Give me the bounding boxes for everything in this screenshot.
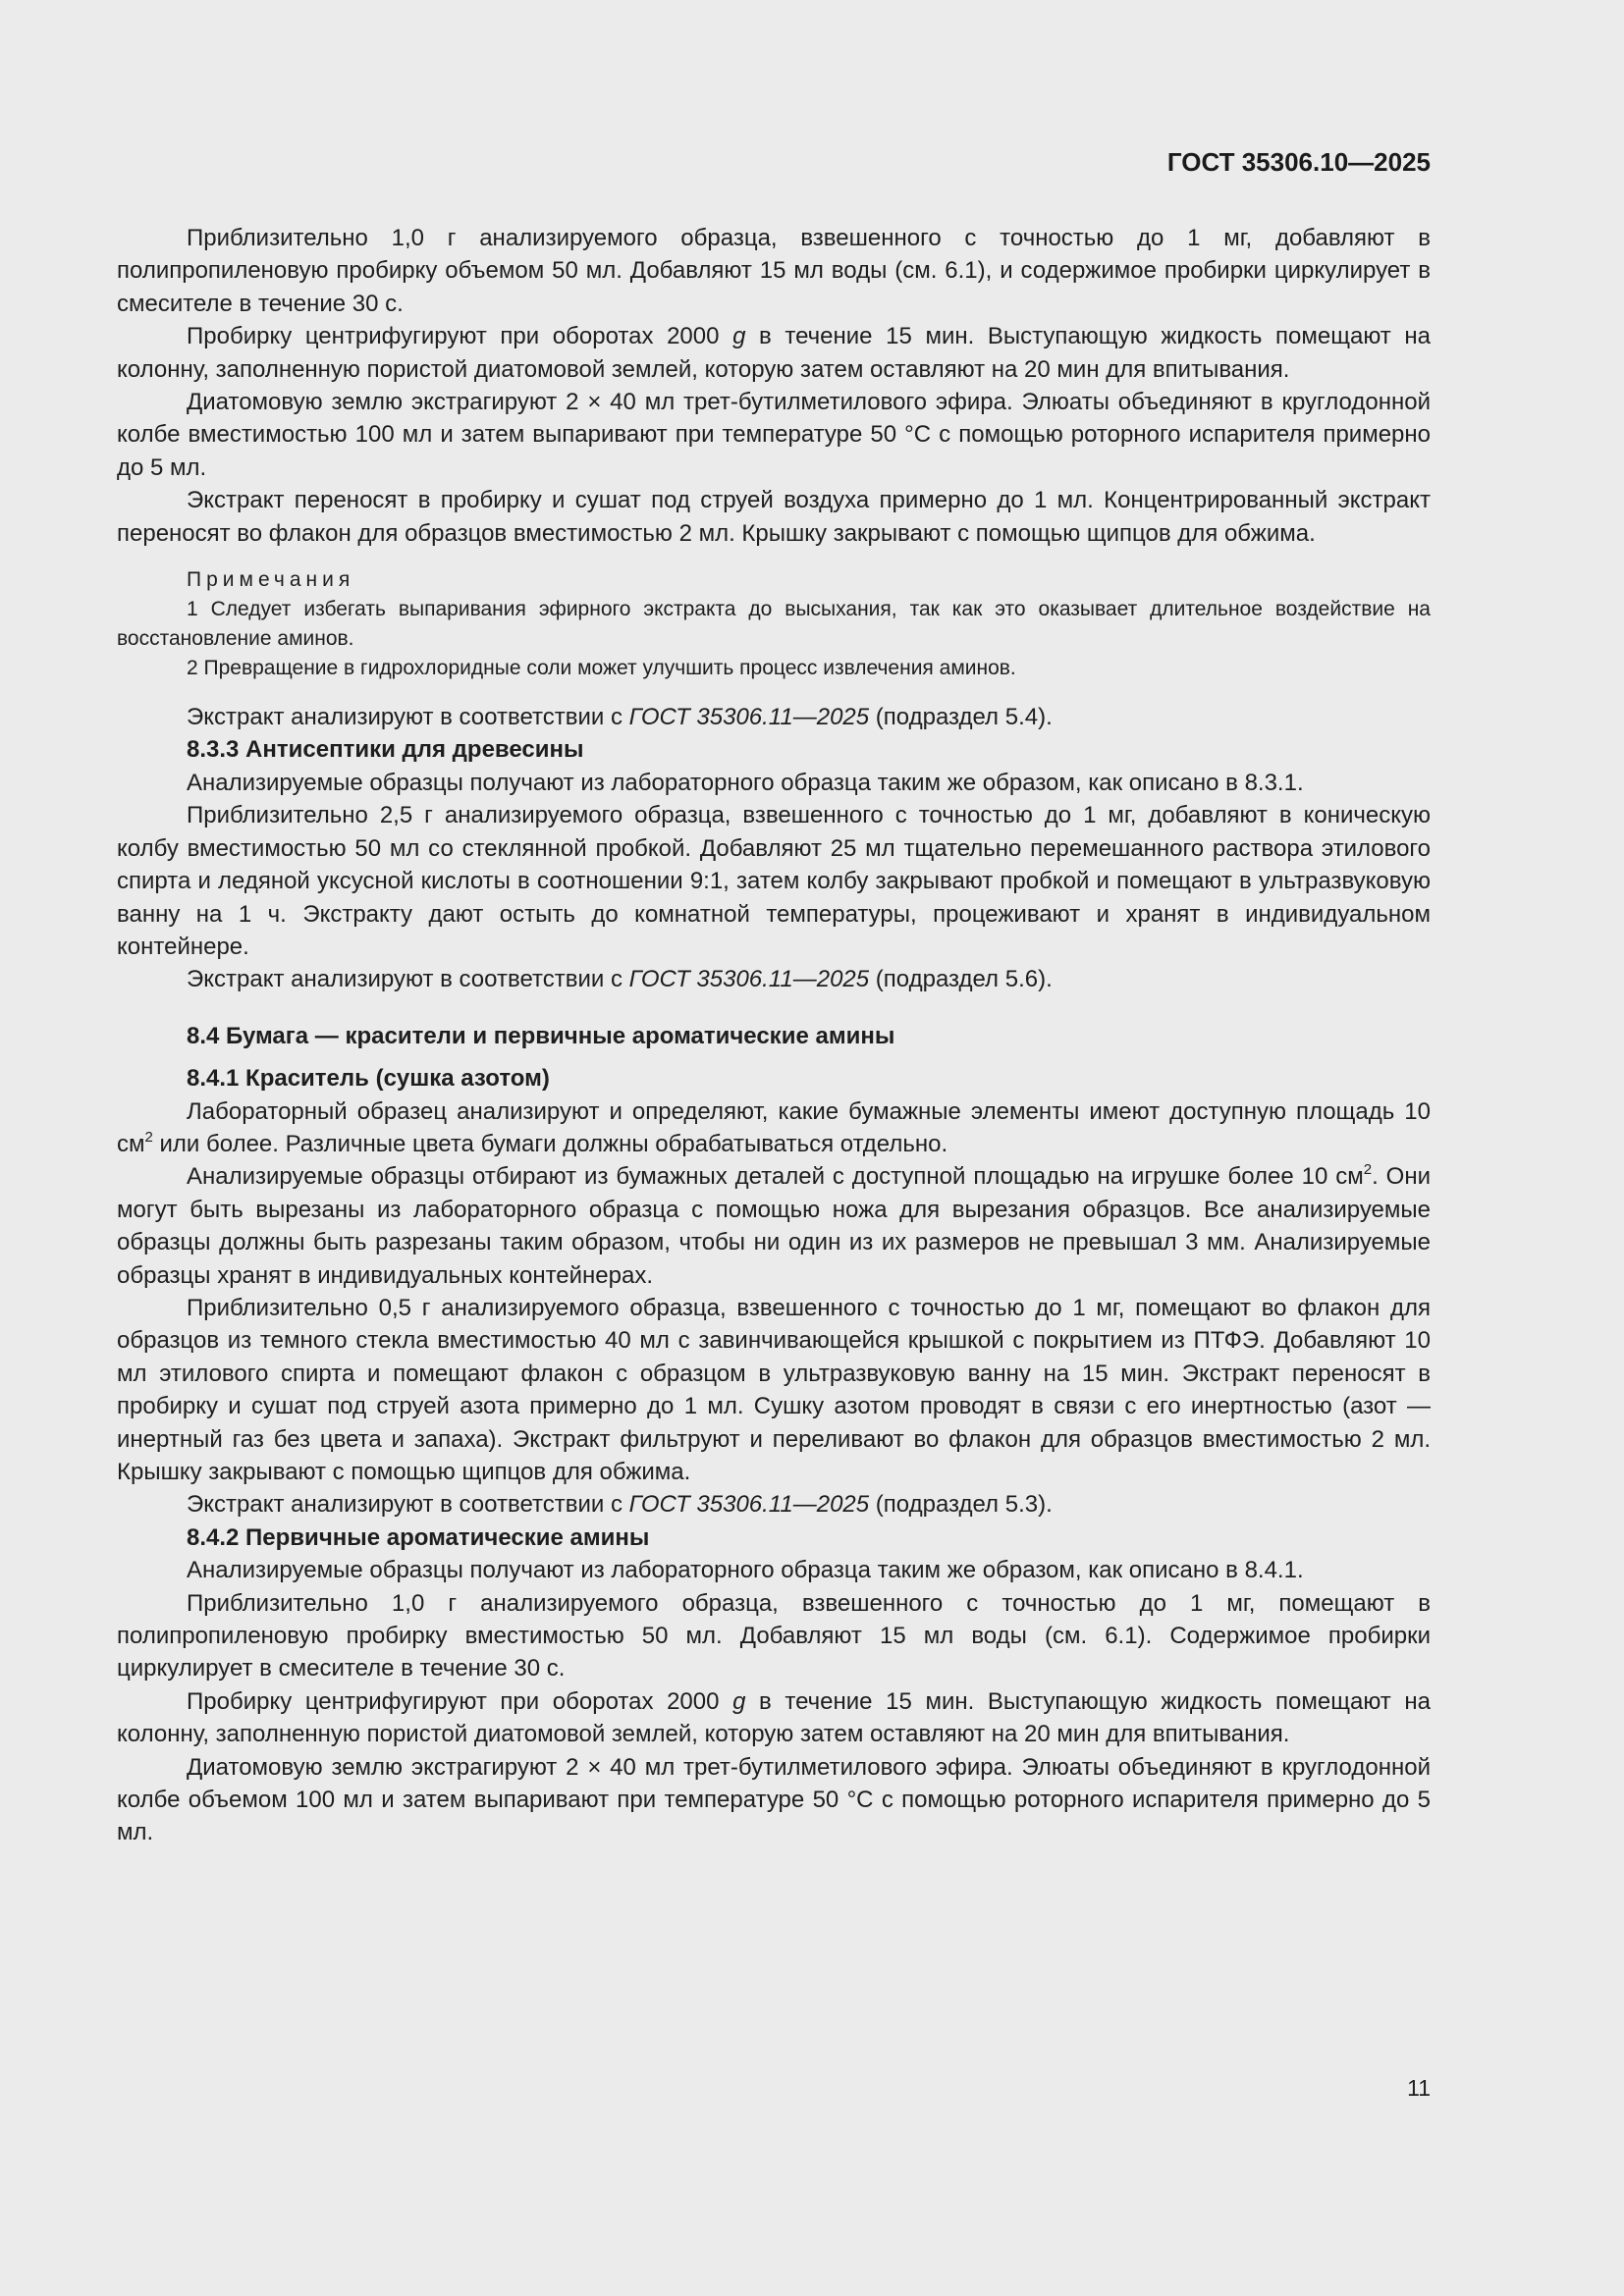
document-id: ГОСТ 35306.10—2025 [1166, 147, 1431, 177]
paragraph: Диатомовую землю экстрагируют 2 × 40 мл трет-бутилметилового эфира. Элюаты объединяют в круглодонной колбе вместимостью 100 мл и затем выпаривают при температуре 50 °С с помощью роторного испарителя примерно до 5 мл. [117, 389, 1431, 481]
standard-reference: Экстракт анализируют в соответствии с ГОСТ 35306.11—2025 (подраздел 5.4). [187, 704, 1053, 731]
note-1: 1 Следует избегать выпаривания эфирного экстракта до высыхания, так как это оказывает длительное воздействие на восстановление аминов. [117, 598, 1431, 651]
paragraph: Приблизительно 1,0 г анализируемого образца, взвешенного с точностью до 1 мг, помещают в полипропиленовую пробирку вместимостью 50 мл. Добавляют 15 мл воды (см. 6.1). Содержимое пробирки циркулирует в смесителе в течение 30 с. [117, 1589, 1431, 1682]
standard-reference: Экстракт анализируют в соответствии с ГОСТ 35306.11—2025 (подраздел 5.3). [187, 1491, 1053, 1519]
section-heading-8-4-1: 8.4.1 Краситель (сушка азотом) [187, 1065, 550, 1093]
paragraph: Приблизительно 1,0 г анализируемого образца, взвешенного с точностью до 1 мг, добавляют в полипропиленовую пробирку объемом 50 мл. Добавляют 15 мл воды (см. 6.1), и содержимое пробирки циркулирует в смесителе в течение 30 с. [117, 225, 1431, 317]
section-heading-8-3-3: 8.3.3 Антисептики для древесины [187, 736, 584, 764]
g-symbol: g [732, 1687, 746, 1715]
paragraph: Анализируемые образцы получают из лабораторного образца таким же образом, как описано в 8.3.1. [187, 769, 1304, 796]
g-symbol: g [732, 323, 746, 350]
paragraph: Диатомовую землю экстрагируют 2 × 40 мл трет-бутилметилового эфира. Элюаты объединяют в круглодонной колбе объемом 100 мл и затем выпаривают при температуре 50 °С с помощью роторного испарителя примерно до 5 мл. [117, 1753, 1431, 1846]
page-number: 11 [1407, 2075, 1431, 2101]
paragraph: Пробирку центрифугируют при оборотах 2000 g в течение 15 мин. Выступающую жидкость помещают на колонну, заполненную пористой диатомовой землей, которую затем оставляют на 20 мин для впитывания. [117, 323, 1431, 383]
notes-heading: Примечания [187, 568, 355, 592]
paragraph: Анализируемые образцы отбирают из бумажных деталей с доступной площадью на игрушке более 10 $см^2$. Они могут быть вырезаны из лабораторного образца с помощью ножа для вырезания образцов. Все анализируемые образцы должны быть разрезаны таким образом, чтобы ни один из их размеров не превышал 3 мм. Анализируемые образцы хранят в индивидуальных контейнерах. [117, 1161, 1431, 1289]
paragraph: Приблизительно 2,5 г анализируемого образца, взвешенного с точностью до 1 мг, добавляют в коническую колбу вместимостью 50 мл со стеклянной пробкой. Добавляют 25 мл тщательно перемешанного раствора этилового спирта и ледяной уксусной кислоты в соотношении 9:1, затем колбу закрывают пробкой и помещают в ультразвуковую ванну на 1 ч. Экстракту дают остыть до комнатной температуры, процеживают и хранят в индивидуальном контейнере. [117, 802, 1431, 960]
paragraph: Анализируемые образцы получают из лабораторного образца таким же образом, как описано в 8.4.1. [187, 1557, 1304, 1584]
section-heading-8-4: 8.4 Бумага — красители и первичные ароматические амины [187, 1022, 895, 1049]
paragraph: Лабораторный образец анализируют и определяют, какие бумажные элементы имеют доступную площадь 10 $см^2$ или более. Различные цвета бумаги должны обрабатываться отдельно. [117, 1097, 1431, 1157]
note-2: 2 Превращение в гидрохлоридные соли может улучшить процесс извлечения аминов. [187, 657, 1016, 680]
paragraph: Экстракт переносят в пробирку и сушат под струей воздуха примерно до 1 мл. Концентрированный экстракт переносят во флакон для образцов вместимостью 2 мл. Крышку закрывают с помощью щипцов для обжима. [117, 487, 1431, 547]
section-heading-8-4-2: 8.4.2 Первичные ароматические амины [187, 1523, 650, 1551]
paragraph: Пробирку центрифугируют при оборотах 2000 g в течение 15 мин. Выступающую жидкость помещают на колонну, заполненную пористой диатомовой землей, которую затем оставляют на 20 мин для впитывания. [117, 1687, 1431, 1748]
paragraph: Приблизительно 0,5 г анализируемого образца, взвешенного с точностью до 1 мг, помещают во флакон для образцов из темного стекла вместимостью 40 мл с завинчивающейся крышкой с покрытием из ПТФЭ. Добавляют 10 мл этилового спирта и помещают флакон с образцом в ультразвуковую ванну на 15 мин. Экстракт переносят в пробирку и сушат под струей азота примерно до 1 мл. Сушку азотом проводят в связи с его инертностью (азот — инертный газ без цвета и запаха). Экстракт фильтруют и переливают во флакон для образцов вместимостью 2 мл. Крышку закрывают с помощью щипцов для обжима. [117, 1294, 1431, 1485]
page-body [117, 222, 1431, 1849]
standard-reference: Экстракт анализируют в соответствии с ГОСТ 35306.11—2025 (подраздел 5.6). [187, 966, 1053, 993]
